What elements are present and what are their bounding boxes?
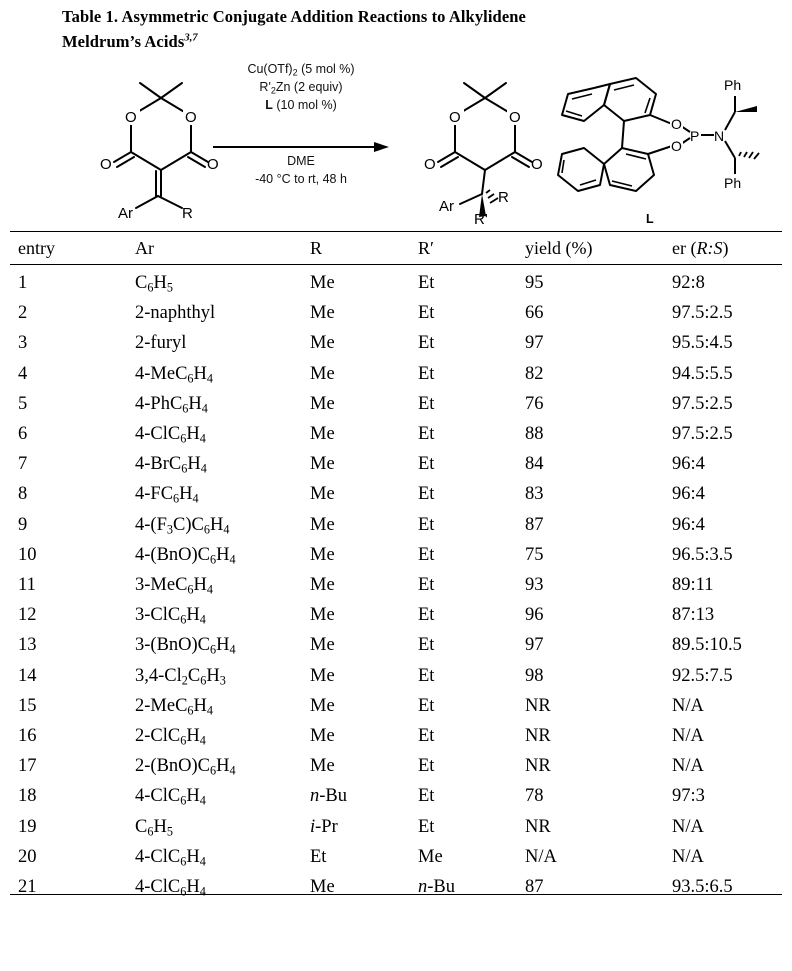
cell-entry: 10 — [18, 544, 37, 565]
cell-rprime: Et — [418, 605, 435, 626]
ligand-o-upper: O — [671, 116, 682, 132]
cell-ar: $4-ClC_6H_4$ — [135, 424, 206, 446]
cell-rprime: Et — [418, 454, 435, 475]
cell-r: Et — [310, 846, 327, 867]
table-row — [0, 419, 792, 449]
cell-ar: $4-(F_3C)C_6H_4$ — [135, 514, 230, 537]
cell-er: N/A — [672, 846, 704, 867]
cell-ar: $4-BrC_6H_4$ — [135, 454, 207, 476]
cell-r: Me — [310, 726, 335, 746]
column-header-r: R — [310, 238, 323, 258]
table-row — [0, 751, 792, 781]
cell-er: N/A — [672, 816, 704, 837]
substrate-label-ar: Ar — [118, 205, 133, 221]
cell-ar: $3,4-Cl_2C_6H_3$ — [135, 665, 226, 688]
cell-entry: 17 — [18, 756, 37, 777]
cell-er: 97.5:2.5 — [672, 393, 733, 414]
cell-er: 96:4 — [672, 484, 705, 505]
cell-ar: $2-ClC_6H_4$ — [135, 726, 206, 748]
substrate-structure — [100, 76, 222, 221]
ligand-p-atom: P — [690, 128, 700, 144]
cell-er: 97.5:2.5 — [672, 303, 733, 324]
cell-entry: 5 — [18, 393, 28, 414]
ligand-structure — [548, 70, 778, 222]
ligand-ph-lower: Ph — [724, 175, 742, 191]
column-header-yield: yield (%) — [525, 238, 593, 258]
table-header-rule — [10, 264, 782, 265]
cell-r: Me — [310, 575, 335, 595]
condition-solvent: DME — [287, 154, 315, 168]
table-row — [0, 359, 792, 389]
cell-yield: 83 — [525, 484, 544, 505]
cell-yield: NR — [525, 816, 551, 837]
cell-rprime: Et — [418, 816, 435, 837]
table-row — [0, 600, 792, 630]
cell-er: 97:3 — [672, 786, 705, 807]
product-o-ring-left: O — [449, 109, 461, 126]
table-row — [0, 479, 792, 509]
reaction-scheme — [0, 64, 792, 230]
product-o-carbonyl-right: O — [531, 156, 543, 173]
cell-yield: 87 — [525, 877, 544, 897]
condition-temperature-time: -40 °C to rt, 48 h — [255, 172, 347, 186]
cell-rprime: Et — [418, 393, 435, 414]
cell-rprime: n-Bu — [418, 877, 455, 897]
cell-entry: 12 — [18, 605, 37, 626]
cell-r: Me — [310, 273, 335, 293]
cell-rprime: Et — [418, 635, 435, 656]
column-header-er: er (R:S) — [672, 238, 729, 258]
cell-r: Me — [310, 665, 335, 686]
cell-er: 87:13 — [672, 605, 715, 626]
ligand-n-atom: N — [714, 128, 725, 144]
cell-r: Me — [310, 756, 335, 777]
table-row — [0, 298, 792, 328]
table-row — [0, 389, 792, 419]
cell-r: Me — [310, 484, 335, 505]
cell-er: 92:8 — [672, 273, 705, 293]
cell-er: 95.5:4.5 — [672, 333, 733, 354]
cell-entry: 4 — [18, 363, 28, 384]
cell-er: 89.5:10.5 — [672, 635, 742, 656]
cell-ar: $C_6H_5$ — [135, 273, 173, 295]
cell-entry: 1 — [18, 273, 28, 293]
cell-r: Me — [310, 303, 335, 324]
cell-yield: 66 — [525, 303, 544, 324]
cell-entry: 13 — [18, 635, 37, 656]
cell-entry: 19 — [18, 816, 37, 837]
cell-rprime: Et — [418, 273, 435, 293]
cell-rprime: Et — [418, 575, 435, 595]
substrate-o-carbonyl-right: O — [207, 156, 219, 173]
cell-yield: 78 — [525, 786, 544, 807]
ligand-o-lower: O — [671, 138, 682, 154]
cell-rprime: Me — [418, 846, 443, 867]
cell-entry: 3 — [18, 333, 28, 354]
cell-entry: 15 — [18, 695, 37, 716]
cell-yield: 93 — [525, 575, 544, 595]
cell-ar: $4-(BnO)C_6H_4$ — [135, 544, 236, 567]
product-structure — [424, 76, 552, 224]
product-label-ar: Ar — [439, 198, 454, 215]
cell-rprime: Et — [418, 363, 435, 384]
cell-yield: 97 — [525, 333, 544, 354]
table-row — [0, 781, 792, 811]
cell-entry: 8 — [18, 484, 28, 505]
table-row — [0, 510, 792, 540]
product-label-rprime: R' — [474, 211, 488, 224]
cell-rprime: Et — [418, 544, 435, 565]
table-row — [0, 268, 792, 298]
cell-er: N/A — [672, 695, 704, 716]
cell-ar: $2-(BnO)C_6H_4$ — [135, 756, 236, 778]
cell-rprime: Et — [418, 424, 435, 444]
cell-yield: 95 — [525, 273, 544, 293]
cell-yield: NR — [525, 695, 551, 716]
cell-er: N/A — [672, 726, 704, 746]
cell-r: Me — [310, 333, 335, 354]
cell-ar: $4-FC_6H_4$ — [135, 484, 199, 507]
cell-ar: 2-naphthyl — [135, 303, 216, 324]
ligand-label: L — [646, 212, 654, 226]
cell-r: Me — [310, 695, 335, 716]
cell-ar: $3-(BnO)C_6H_4$ — [135, 635, 236, 658]
cell-r: Me — [310, 544, 335, 565]
substrate-o-ring-left: O — [125, 109, 137, 126]
cell-entry: 21 — [18, 877, 37, 897]
table-row — [0, 630, 792, 660]
ligand-wedge-upper — [735, 106, 757, 112]
ligand-hash-lower — [739, 152, 759, 159]
table-row — [0, 721, 792, 751]
caption-footnote-ref: 3,7 — [184, 32, 198, 44]
cell-yield: 76 — [525, 393, 544, 414]
cell-r: Me — [310, 514, 335, 535]
cell-yield: 98 — [525, 665, 544, 686]
cell-ar: $4-PhC_6H_4$ — [135, 393, 208, 416]
product-label-r: R — [498, 189, 509, 206]
cell-ar: 2-furyl — [135, 333, 187, 354]
table-row — [0, 570, 792, 600]
cell-er: 89:11 — [672, 575, 714, 595]
cell-ar: $4-ClC_6H_4$ — [135, 877, 206, 899]
cell-ar: $4-ClC_6H_4$ — [135, 786, 206, 809]
caption-line-2: Meldrum’s Acids — [62, 32, 185, 51]
cell-ar: $4-ClC_6H_4$ — [135, 846, 206, 869]
table-row — [0, 661, 792, 691]
table-row — [0, 449, 792, 479]
cell-ar: $3-ClC_6H_4$ — [135, 605, 206, 627]
product-o-carbonyl-left: O — [424, 156, 436, 173]
cell-ar: $C_6H_5$ — [135, 816, 173, 839]
table-row — [0, 540, 792, 570]
table-row — [0, 328, 792, 358]
cell-entry: 18 — [18, 786, 37, 807]
column-header-ar: Ar — [135, 238, 154, 258]
cell-r: Me — [310, 424, 335, 444]
ligand-ph-upper: Ph — [724, 77, 742, 93]
substrate-o-carbonyl-left: O — [100, 156, 112, 173]
cell-entry: 16 — [18, 726, 37, 746]
cell-yield: 84 — [525, 454, 544, 475]
cell-er: 96:4 — [672, 454, 705, 475]
cell-yield: N/A — [525, 846, 557, 867]
cell-r: Me — [310, 363, 335, 384]
cell-ar: $2-MeC_6H_4$ — [135, 695, 214, 718]
cell-entry: 20 — [18, 846, 37, 867]
cell-yield: NR — [525, 726, 551, 746]
cell-yield: 82 — [525, 363, 544, 384]
cell-r: Me — [310, 454, 335, 475]
caption-line-1: Table 1. Asymmetric Conjugate Addition Reactions to Alkylidene — [62, 7, 526, 26]
cell-r: Me — [310, 635, 335, 656]
cell-entry: 9 — [18, 514, 28, 535]
table-caption — [62, 4, 762, 54]
table-header-row — [0, 232, 792, 264]
cell-er: 93.5:6.5 — [672, 877, 733, 897]
cell-rprime: Et — [418, 514, 435, 535]
cell-yield: 97 — [525, 635, 544, 656]
cell-yield: 96 — [525, 605, 544, 626]
cell-yield: 75 — [525, 544, 544, 565]
product-hash-bond — [486, 190, 498, 203]
cell-er: 96.5:3.5 — [672, 544, 733, 565]
cell-rprime: Et — [418, 726, 435, 746]
cell-yield: 88 — [525, 424, 544, 444]
cell-rprime: Et — [418, 756, 435, 777]
cell-entry: 14 — [18, 665, 37, 686]
cell-er: 94.5:5.5 — [672, 363, 733, 384]
condition-ligand: L (10 mol %) — [265, 98, 337, 112]
cell-er: 92.5:7.5 — [672, 665, 733, 686]
condition-catalyst: $Cu(OTf)_2$ (5 mol %) — [247, 62, 355, 78]
cell-rprime: Et — [418, 695, 435, 716]
condition-zinc-reagent: $R'_2Zn$ (2 equiv) — [259, 80, 343, 96]
table-row — [0, 812, 792, 842]
cell-entry: 2 — [18, 303, 28, 324]
cell-ar: $4-MeC_6H_4$ — [135, 363, 214, 386]
cell-r: n-Bu — [310, 786, 347, 807]
cell-entry: 11 — [18, 575, 36, 595]
table-row — [0, 842, 792, 872]
cell-rprime: Et — [418, 665, 435, 686]
cell-r: i-Pr — [310, 816, 338, 837]
column-header-entry: entry — [18, 238, 55, 258]
substrate-o-ring-right: O — [185, 109, 197, 126]
table-row — [0, 691, 792, 721]
cell-r: Me — [310, 605, 335, 626]
cell-yield: 87 — [525, 514, 544, 535]
column-header-rprime: R′ — [418, 238, 434, 258]
cell-entry: 7 — [18, 454, 28, 475]
cell-rprime: Et — [418, 786, 435, 807]
cell-er: N/A — [672, 756, 704, 777]
cell-rprime: Et — [418, 303, 435, 324]
cell-er: 97.5:2.5 — [672, 424, 733, 444]
cell-entry: 6 — [18, 424, 28, 444]
cell-yield: NR — [525, 756, 551, 777]
cell-rprime: Et — [418, 333, 435, 354]
cell-ar: $3-MeC_6H_4$ — [135, 575, 214, 597]
substrate-label-r: R — [182, 205, 193, 221]
product-o-ring-right: O — [509, 109, 521, 126]
cell-r: Me — [310, 877, 335, 897]
cell-er: 96:4 — [672, 514, 705, 535]
cell-rprime: Et — [418, 484, 435, 505]
table-row — [0, 872, 792, 902]
cell-r: Me — [310, 393, 335, 414]
reaction-arrow — [213, 142, 389, 152]
